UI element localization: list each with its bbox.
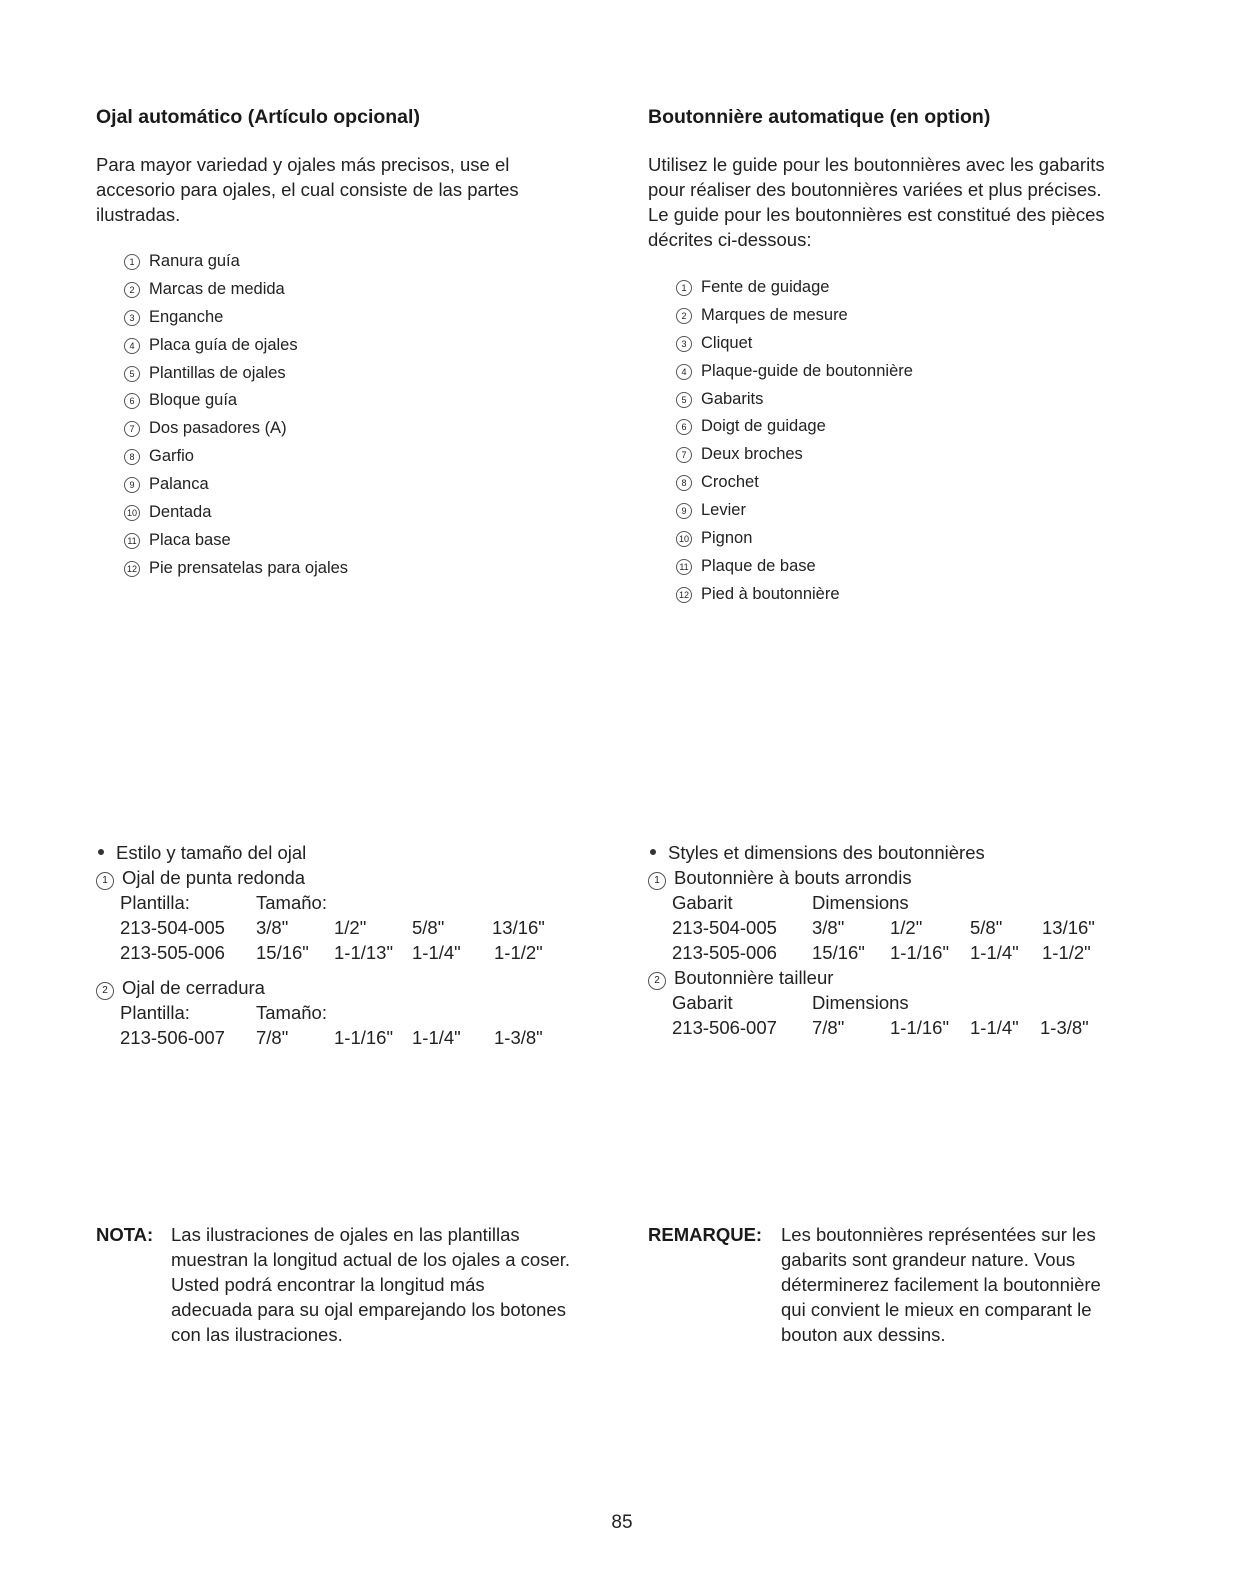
table-cell: 1-1/4": [412, 1027, 461, 1048]
part-label: Dentada: [149, 503, 212, 522]
intro-paragraph: [96, 152, 616, 227]
part-label: Pie prensatelas para ojales: [149, 558, 349, 577]
circled-number: 2: [96, 982, 114, 1000]
part-label: Plaque de base: [701, 556, 816, 575]
circled-number: 1: [648, 872, 666, 890]
table-cell: 213-504-005: [672, 917, 777, 938]
part-label: Plantillas de ojales: [149, 363, 286, 382]
table-header: [648, 990, 985, 1015]
table-cell: 213-506-007: [120, 1027, 225, 1048]
table-row: [648, 915, 1095, 940]
section-title: Boutonnière automatique (en option): [648, 106, 991, 128]
parts-list: [124, 250, 348, 585]
circled-number: 2: [648, 972, 666, 990]
table-cell: 1-3/8": [494, 1027, 543, 1048]
list-item: [124, 389, 348, 417]
list-item: [124, 334, 348, 362]
table-cell: 1-1/4": [970, 942, 1019, 963]
part-label: Placa base: [149, 530, 231, 549]
part-label: Marques de mesure: [701, 305, 848, 324]
table-cell: 213-506-007: [672, 1017, 777, 1038]
intro-line: ilustradas.: [96, 204, 181, 225]
part-label: Garfio: [149, 447, 194, 466]
note-line: con las ilustraciones.: [171, 1324, 343, 1345]
column-header: Dimensions: [812, 892, 909, 913]
list-item: [124, 501, 348, 529]
table-cell: 7/8": [256, 1027, 289, 1048]
table-cell: 13/16": [492, 917, 545, 938]
type-round-end: [96, 865, 306, 890]
style-heading: [648, 840, 985, 865]
note-line: déterminerez facilement la boutonnière: [781, 1274, 1101, 1295]
circled-number: 2: [124, 282, 140, 298]
table-cell: 1-1/2": [1042, 942, 1091, 963]
size-section: [96, 840, 545, 1050]
list-item: [124, 417, 348, 445]
note-line: Las ilustraciones de ojales en las plantillas: [171, 1224, 520, 1245]
table-cell: 15/16": [812, 942, 865, 963]
type-label: Boutonnière à bouts arrondis: [674, 867, 912, 888]
circled-number: 6: [124, 393, 140, 409]
table-cell: 213-504-005: [120, 917, 225, 938]
circled-number: 7: [124, 421, 140, 437]
style-heading: [96, 840, 306, 865]
page-number: 85: [611, 1512, 633, 1533]
circled-number: 3: [676, 336, 692, 352]
part-label: Levier: [701, 501, 746, 520]
parts-list: [676, 276, 913, 611]
circled-number: 10: [676, 531, 692, 547]
circled-number: 9: [124, 477, 140, 493]
circled-number: 1: [124, 254, 140, 270]
circled-number: 6: [676, 419, 692, 435]
list-item: [124, 529, 348, 557]
circled-number: 11: [676, 559, 692, 575]
type-keyhole: [96, 975, 306, 1000]
table-cell: 213-505-006: [672, 942, 777, 963]
circled-number: 4: [124, 338, 140, 354]
part-label: Dos pasadores (A): [149, 419, 287, 438]
column-header: Plantilla:: [120, 892, 190, 913]
list-item: [124, 278, 348, 306]
intro-line: accesorio para ojales, el cual consiste de las partes: [96, 179, 519, 200]
part-label: Enganche: [149, 307, 224, 326]
table-cell: 1-3/8": [1040, 1017, 1089, 1038]
table-row: [96, 915, 545, 940]
table-cell: 3/8": [256, 917, 289, 938]
list-item: [676, 332, 913, 360]
type-tailor: [648, 965, 985, 990]
table-row: [96, 1025, 543, 1050]
list-item: [676, 527, 913, 555]
note-line: muestran la longitud actual de los ojales a coser.: [171, 1249, 571, 1270]
list-item: [124, 250, 348, 278]
list-item: [124, 445, 348, 473]
table-cell: 213-505-006: [120, 942, 225, 963]
table-row: [648, 940, 1091, 965]
circled-number: 3: [124, 310, 140, 326]
table-cell: 15/16": [256, 942, 309, 963]
note-line: bouton aux dessins.: [781, 1324, 946, 1345]
part-label: Ranura guía: [149, 252, 240, 270]
list-item: [124, 306, 348, 334]
circled-number: 7: [676, 447, 692, 463]
circled-number: 5: [124, 366, 140, 382]
table-cell: 5/8": [970, 917, 1003, 938]
part-label: Gabarits: [701, 389, 764, 408]
list-item: [676, 304, 913, 332]
part-label: Plaque-guide de boutonnière: [701, 361, 913, 380]
circled-number: 1: [96, 872, 114, 890]
part-label: Deux broches: [701, 445, 803, 464]
style-heading-text: Estilo y tamaño del ojal: [116, 842, 307, 863]
size-section: [648, 840, 1095, 1040]
part-label: Marcas de medida: [149, 279, 285, 298]
table-cell: 1-1/13": [334, 942, 394, 963]
circled-number: 11: [124, 533, 140, 549]
list-item: [676, 360, 913, 388]
list-item: [124, 362, 348, 390]
bullet-icon: [98, 849, 104, 855]
list-item: [676, 555, 913, 583]
circled-number: 12: [676, 587, 692, 603]
type-label: Ojal de punta redonda: [122, 867, 306, 888]
style-heading-text: Styles et dimensions des boutonnières: [668, 842, 985, 863]
table-header: [96, 890, 327, 915]
circled-number: 4: [676, 364, 692, 380]
intro-line: pour réaliser des boutonnières variées et plus précises.: [648, 179, 1102, 200]
list-item: [676, 388, 913, 416]
part-label: Crochet: [701, 473, 759, 492]
note-line: qui convient le mieux en comparant le: [781, 1299, 1092, 1320]
table-cell: 3/8": [812, 917, 845, 938]
table-row: [648, 1015, 1089, 1040]
table-cell: 1-1/16": [890, 942, 950, 963]
part-label: Pied à boutonnière: [701, 584, 840, 603]
circled-number: 9: [676, 503, 692, 519]
list-item: [676, 583, 913, 611]
table-cell: 7/8": [812, 1017, 845, 1038]
intro-line: Utilisez le guide pour les boutonnières avec les gabarits: [648, 154, 1105, 175]
intro-line: Para mayor variedad y ojales más precisos, use el: [96, 154, 510, 175]
part-label: Doigt de guidage: [701, 417, 826, 436]
circled-number: 10: [124, 505, 140, 521]
bullet-icon: [650, 849, 656, 855]
table-cell: 1-1/16": [890, 1017, 950, 1038]
list-item: [124, 557, 348, 585]
table-cell: 1/2": [890, 917, 923, 938]
table-header: [648, 890, 985, 915]
table-cell: 1-1/4": [412, 942, 461, 963]
list-item: [676, 443, 913, 471]
section-title: Ojal automático (Artículo opcional): [96, 106, 420, 128]
table-cell: 1-1/4": [970, 1017, 1019, 1038]
column-header: Tamaño:: [256, 1002, 327, 1023]
column-header: Gabarit: [672, 992, 733, 1013]
part-label: Fente de guidage: [701, 278, 830, 296]
list-item: [676, 276, 913, 304]
note-line: Les boutonnières représentées sur les: [781, 1224, 1096, 1245]
table-cell: 13/16": [1042, 917, 1095, 938]
part-label: Placa guía de ojales: [149, 335, 298, 354]
intro-paragraph: [648, 152, 1168, 252]
circled-number: 12: [124, 561, 140, 577]
circled-number: 8: [676, 475, 692, 491]
circled-number: 1: [676, 280, 692, 296]
part-label: Cliquet: [701, 333, 753, 352]
part-label: Bloque guía: [149, 391, 238, 410]
circled-number: 2: [676, 308, 692, 324]
table-cell: 1/2": [334, 917, 367, 938]
column-header: Gabarit: [672, 892, 733, 913]
type-label: Ojal de cerradura: [122, 977, 265, 998]
note-body: [781, 1222, 1101, 1347]
column-header: Dimensions: [812, 992, 909, 1013]
table-header: [96, 1000, 327, 1025]
list-item: [676, 499, 913, 527]
type-label: Boutonnière tailleur: [674, 967, 834, 988]
column-header: Tamaño:: [256, 892, 327, 913]
note-line: gabarits sont grandeur nature. Vous: [781, 1249, 1076, 1270]
intro-line: Le guide pour les boutonnières est constitué des pièces: [648, 204, 1105, 225]
list-item: [676, 415, 913, 443]
note-body: [171, 1222, 570, 1347]
note-line: Usted podrá encontrar la longitud más: [171, 1274, 485, 1295]
list-item: [124, 473, 348, 501]
note-line: adecuada para su ojal emparejando los botones: [171, 1299, 566, 1320]
note-label: REMARQUE:: [648, 1224, 763, 1245]
table-row: [96, 940, 543, 965]
part-label: Palanca: [149, 475, 209, 494]
circled-number: 8: [124, 449, 140, 465]
part-label: Pignon: [701, 529, 753, 548]
note-label: NOTA:: [96, 1224, 154, 1245]
table-cell: 1-1/2": [494, 942, 543, 963]
circled-number: 5: [676, 392, 692, 408]
column-header: Plantilla:: [120, 1002, 190, 1023]
table-cell: 1-1/16": [334, 1027, 394, 1048]
table-cell: 5/8": [412, 917, 445, 938]
list-item: [676, 471, 913, 499]
type-round-end: [648, 865, 985, 890]
intro-line: décrites ci-dessous:: [648, 229, 812, 250]
